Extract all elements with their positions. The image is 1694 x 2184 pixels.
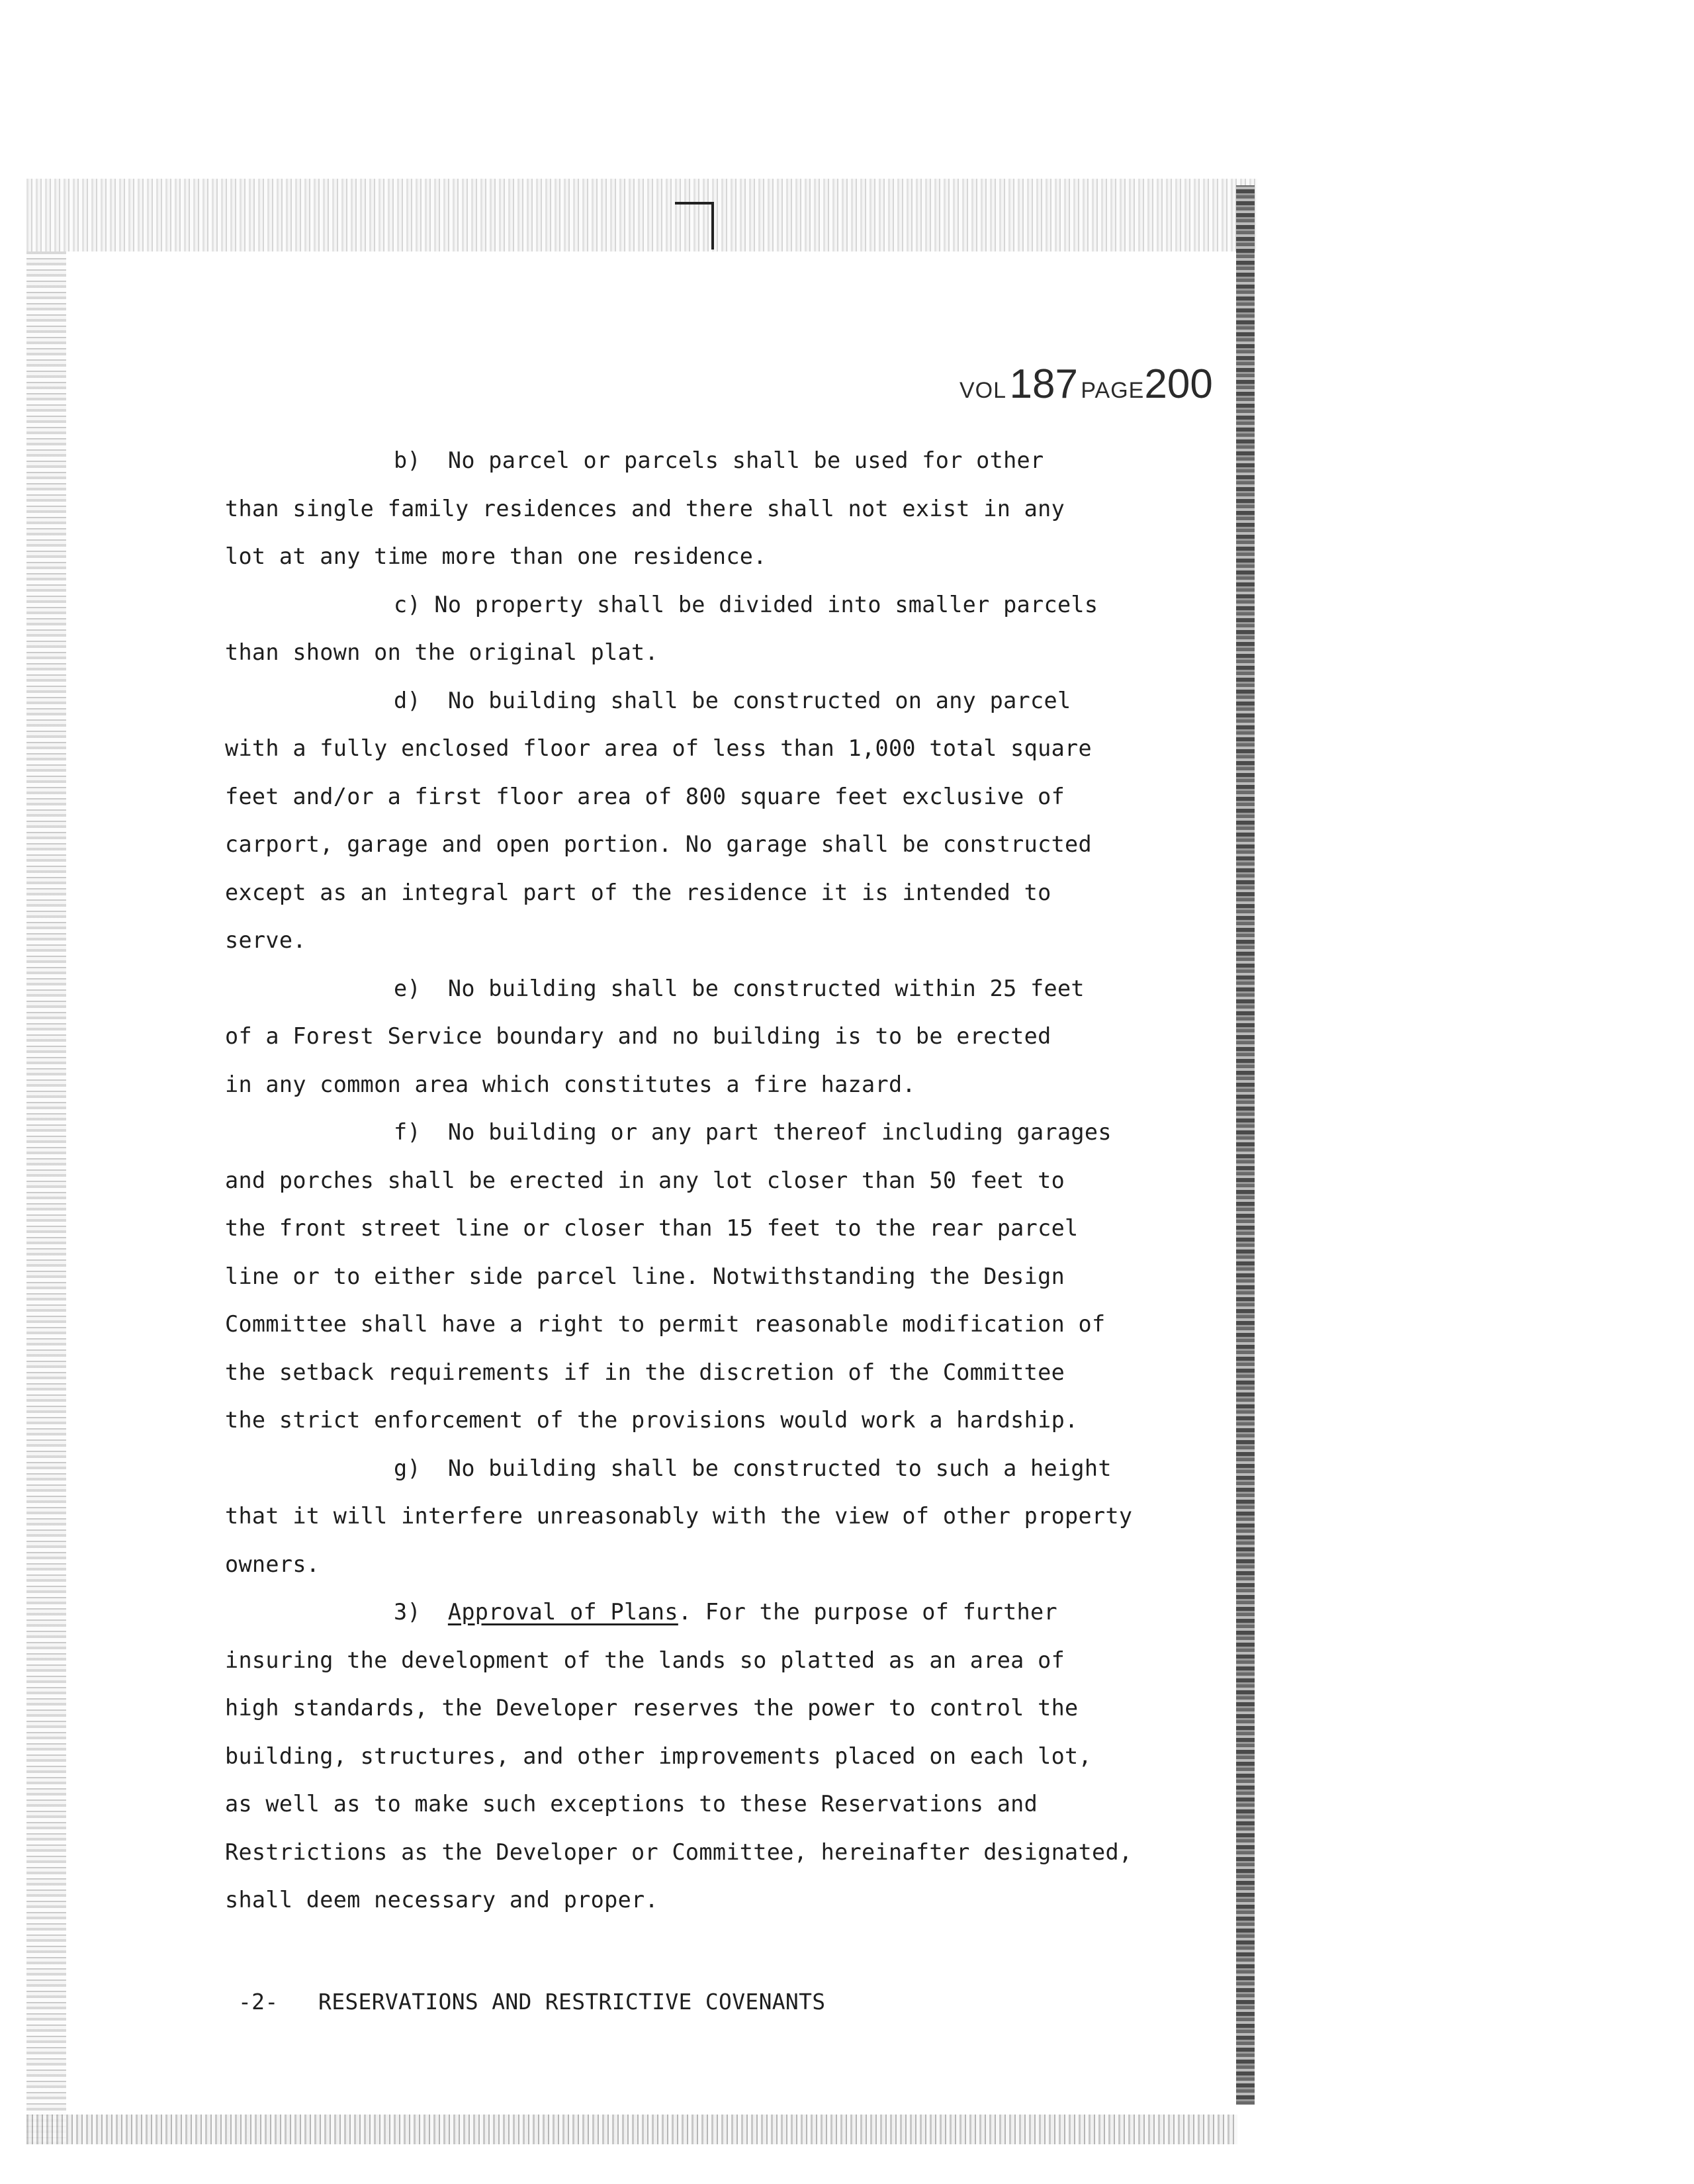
paragraph-line: . For the purpose of further (678, 1599, 1057, 1625)
paragraph-line: Restrictions as the Developer or Committee, hereinafter designated, (225, 1839, 1133, 1865)
scan-edge-right (1236, 185, 1255, 2105)
document-body (225, 437, 1204, 1925)
paragraph-line: line or to either side parcel line. Notwithstanding the Design (225, 1263, 1065, 1289)
paragraph-line: lot at any time more than one residence. (225, 543, 767, 569)
paragraph-line: No parcel or parcels shall be used for other (447, 447, 1044, 473)
paragraph-line: in any common area which constitutes a fire hazard. (225, 1071, 916, 1097)
scan-noise-bottom (26, 2115, 1237, 2144)
corner-crop-mark (675, 202, 714, 250)
paragraph-line: high standards, the Developer reserves the power to control the (225, 1695, 1079, 1721)
volume-page-stamp (959, 361, 1213, 408)
paragraph-c (225, 581, 1204, 629)
paragraph-f (225, 1109, 1204, 1157)
paragraph-3 (225, 1588, 1204, 1637)
paragraph-marker: c) (394, 591, 421, 617)
paragraph-line: than shown on the original plat. (225, 639, 658, 665)
paragraph-g (225, 1445, 1204, 1493)
paragraph-line: No building or any part thereof including garages (447, 1119, 1112, 1145)
paragraph-d (225, 677, 1204, 725)
paragraph-marker: d) (394, 687, 421, 713)
section-heading: Approval of Plans (447, 1599, 678, 1625)
paragraph-line: as well as to make such exceptions to these Reservations and (225, 1791, 1038, 1817)
paragraph-line: No building shall be constructed on any parcel (447, 687, 1071, 713)
vol-number: 187 (1009, 361, 1078, 407)
paragraph-line: building, structures, and other improvements placed on each lot, (225, 1743, 1092, 1769)
paragraph-line: the strict enforcement of the provisions would work a hardship. (225, 1407, 1079, 1433)
paragraph-line: owners. (225, 1551, 320, 1577)
paragraph-line: and porches shall be erected in any lot closer than 50 feet to (225, 1167, 1065, 1193)
scan-noise-left (26, 251, 66, 2144)
paragraph-marker: f) (394, 1119, 421, 1145)
paragraph-line: insuring the development of the lands so platted as an area of (225, 1647, 1065, 1673)
paragraph-marker: g) (394, 1455, 421, 1481)
paragraph-b (225, 437, 1204, 485)
paragraph-line: serve. (225, 927, 306, 953)
paragraph-marker: 3) (394, 1599, 421, 1625)
paragraph-line: with a fully enclosed floor area of less than 1,000 total square (225, 735, 1092, 761)
vol-label: VOL (959, 378, 1007, 403)
paragraph-line: of a Forest Service boundary and no building is to be erected (225, 1023, 1051, 1049)
paragraph-line: than single family residences and there shall not exist in any (225, 495, 1065, 522)
paragraph-e (225, 965, 1204, 1013)
paragraph-line: carport, garage and open portion. No garage shall be constructed (225, 831, 1092, 857)
paragraph-line: No property shall be divided into smaller parcels (434, 591, 1098, 617)
paragraph-line: the front street line or closer than 15 feet to the rear parcel (225, 1215, 1079, 1241)
paragraph-line: the setback requirements if in the discretion of the Committee (225, 1359, 1065, 1385)
paragraph-line: that it will interfere unreasonably with the view of other property (225, 1503, 1133, 1529)
paragraph-marker: e) (394, 975, 421, 1001)
page-footer (238, 1989, 825, 2015)
paragraph-line: feet and/or a first floor area of 800 square feet exclusive of (225, 783, 1065, 809)
paragraph-line: No building shall be constructed to such a height (447, 1455, 1112, 1481)
paragraph-line: Committee shall have a right to permit reasonable modification of (225, 1311, 1106, 1337)
paragraph-marker: b) (394, 447, 421, 473)
paragraph-line: No building shall be constructed within 25 feet (447, 975, 1085, 1001)
page-number: 200 (1144, 361, 1213, 407)
page-label: PAGE (1081, 378, 1145, 403)
scan-noise-top (26, 179, 1257, 251)
footer-page-marker: -2- (238, 1989, 279, 2015)
paragraph-line: except as an integral part of the residence it is intended to (225, 879, 1051, 905)
paragraph-line: shall deem necessary and proper. (225, 1887, 658, 1913)
footer-title: RESERVATIONS AND RESTRICTIVE COVENANTS (318, 1989, 826, 2015)
